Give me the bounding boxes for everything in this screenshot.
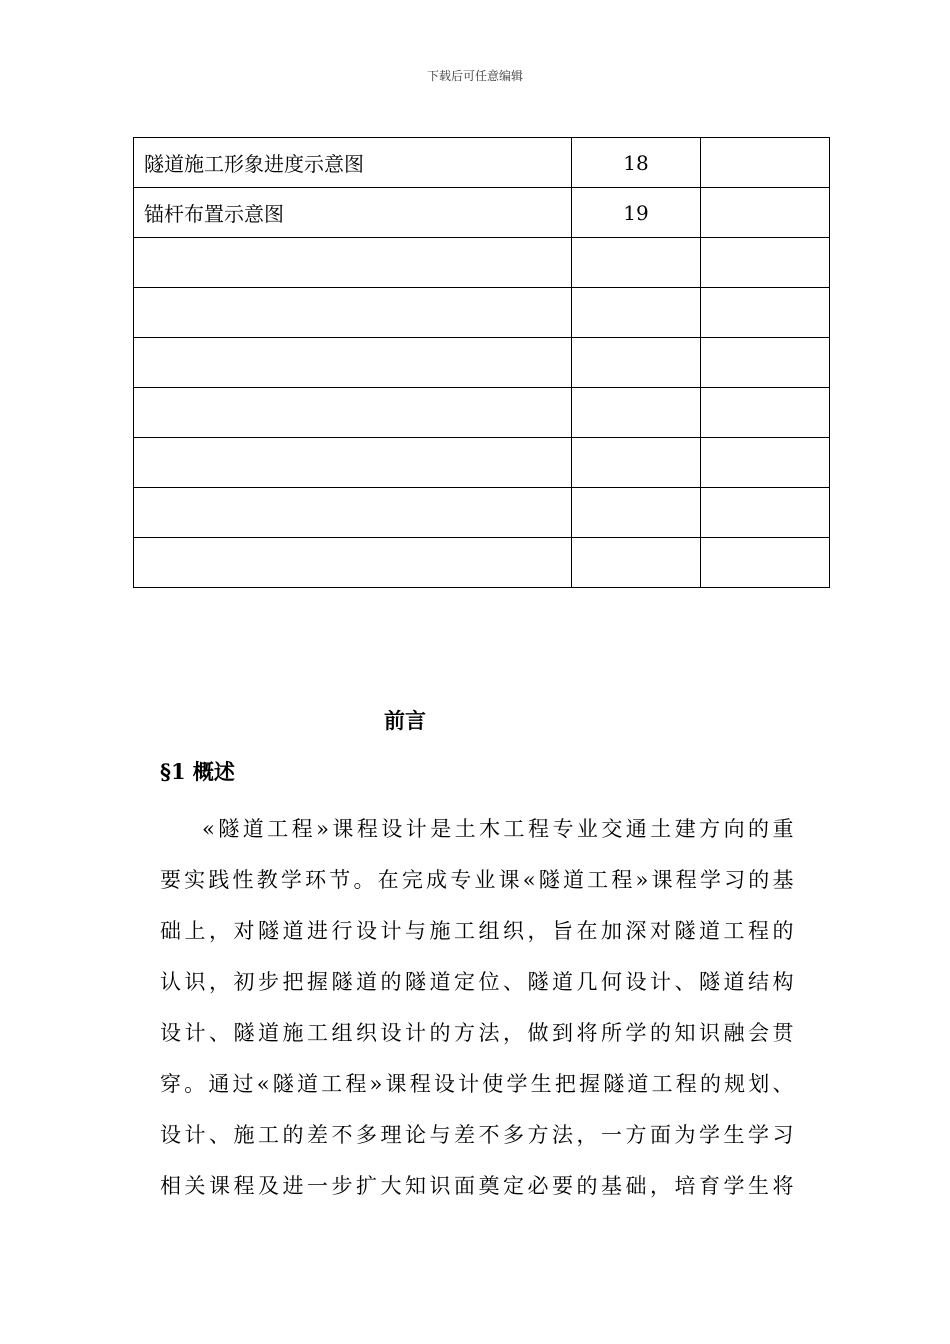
table-row	[134, 238, 830, 288]
toc-page-cell	[572, 288, 701, 338]
paragraph-line: 设计、施工的差不多理论与差不多方法，一方面为学生学习	[160, 1123, 794, 1147]
toc-title-cell	[134, 338, 572, 388]
toc-title-cell	[134, 438, 572, 488]
toc-page-cell	[572, 538, 701, 588]
toc-title-cell	[134, 488, 572, 538]
table-row	[134, 438, 830, 488]
toc-extra-cell	[701, 288, 830, 338]
toc-page-cell: 18	[572, 138, 701, 188]
paragraph-line: 要实践性教学环节。在完成专业课«隧道工程»课程学习的基	[160, 868, 794, 892]
toc-extra-cell	[701, 538, 830, 588]
toc-page-cell	[572, 238, 701, 288]
table-row	[134, 288, 830, 338]
toc-page-cell: 19	[572, 188, 701, 238]
toc-page-cell	[572, 438, 701, 488]
section-heading: §1 概述	[160, 759, 235, 784]
paragraph-line: 相关课程及进一步扩大知识面奠定必要的基础，培育学生将	[160, 1174, 794, 1198]
toc-extra-cell	[701, 438, 830, 488]
toc-extra-cell	[701, 388, 830, 438]
preface-paragraph	[160, 804, 794, 1212]
toc-extra-cell	[701, 188, 830, 238]
paragraph-line: «隧道工程»课程设计是土木工程专业交通土建方向的重	[202, 817, 794, 841]
toc-title-cell	[134, 238, 572, 288]
table-row	[134, 388, 830, 438]
toc-extra-cell	[701, 238, 830, 288]
table-row	[134, 138, 830, 188]
toc-title-cell: 隧道施工形象进度示意图	[134, 138, 572, 188]
table-row	[134, 538, 830, 588]
toc-title-cell	[134, 388, 572, 438]
page-header-note: 下载后可任意编辑	[426, 69, 523, 83]
table-row	[134, 188, 830, 238]
paragraph-line: 础上，对隧道进行设计与施工组织，旨在加深对隧道工程的	[160, 919, 794, 943]
toc-page-cell	[572, 488, 701, 538]
toc-page-cell	[572, 388, 701, 438]
paragraph-line: 认识，初步把握隧道的隧道定位、隧道几何设计、隧道结构	[160, 970, 794, 994]
table-row	[134, 338, 830, 388]
toc-title-cell: 锚杆布置示意图	[134, 188, 572, 238]
toc-title-cell	[134, 538, 572, 588]
paragraph-line: 穿。通过«隧道工程»课程设计使学生把握隧道工程的规划、	[160, 1072, 794, 1096]
preface-title: 前言	[384, 708, 426, 733]
toc-extra-cell	[701, 488, 830, 538]
table-row	[134, 488, 830, 538]
toc-extra-cell	[701, 338, 830, 388]
toc-title-cell	[134, 288, 572, 338]
toc-extra-cell	[701, 138, 830, 188]
toc-page-cell	[572, 338, 701, 388]
toc-table	[133, 137, 830, 588]
paragraph-line: 设计、隧道施工组织设计的方法，做到将所学的知识融会贯	[160, 1021, 794, 1045]
